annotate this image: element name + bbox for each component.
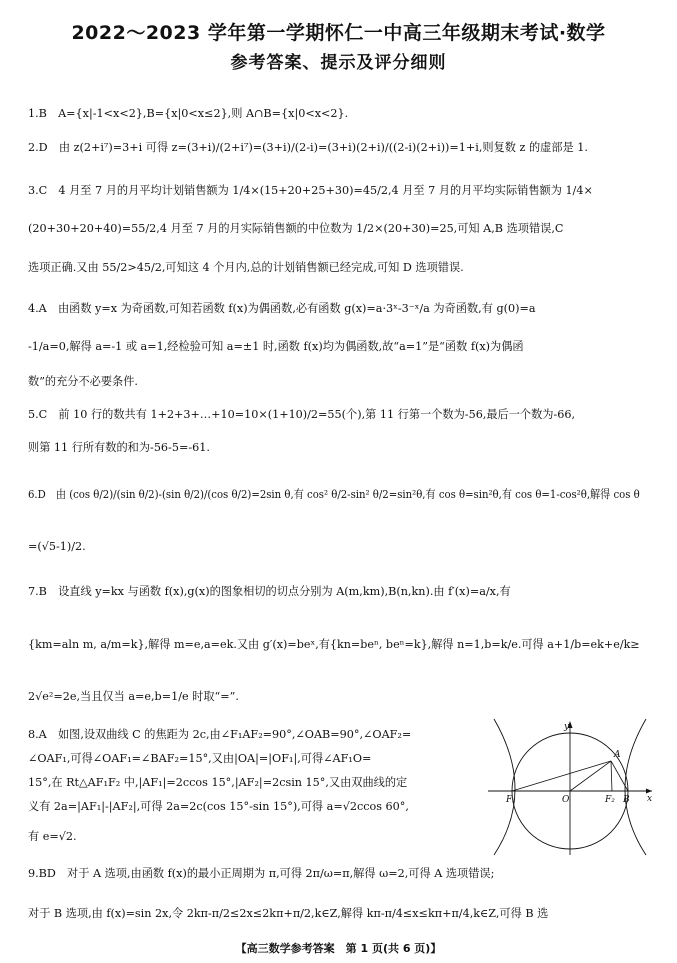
answer-line: {km=aln m, a/m=k},解得 m=e,a=ek.又由 g′(x)=beˣ,有{kn=beⁿ, beⁿ=k},解得 n=1,b=k/e.可得 a+1/b=ek+e/k≥ — [28, 638, 640, 651]
answer-line: 6.D 由 (cos θ/2)/(sin θ/2)-(sin θ/2)/(cos θ/2)=2sin θ,有 cos² θ/2-sin² θ/2=sin²θ,有 cos θ=sin²θ,有 cos θ=1-cos²θ,解得 cos θ — [28, 488, 640, 501]
answer-line: =(√5-1)/2. — [28, 540, 86, 553]
answer-line: 4.A 由函数 y=x 为奇函数,可知若函数 f(x)为偶函数,必有函数 g(x)=a·3ˣ-3⁻ˣ/a 为奇函数,有 g(0)=a — [28, 302, 536, 315]
x-axis-arrow-icon — [646, 789, 652, 794]
segment-F1A — [512, 761, 611, 791]
segment-OA — [570, 761, 611, 791]
label-O: O — [562, 795, 570, 805]
answer-line: 7.B 设直线 y=kx 与函数 f(x),g(x)的图象相切的切点分别为 A(m,km),B(n,kn).由 f′(x)=a/x,有 — [28, 585, 511, 598]
answer-line: 9.BD 对于 A 选项,由函数 f(x)的最小正周期为 π,可得 2π/ω=π,解得 ω=2,可得 A 选项错误; — [28, 867, 495, 880]
answer-line: 15°,在 Rt△AF₁F₂ 中,|AF₁|=2ccos 15°,|AF₂|=2csin 15°,又由双曲线的定 — [28, 776, 408, 789]
answer-line: 2√e²=2e,当且仅当 a=e,b=1/e 时取“=”. — [28, 690, 239, 703]
hyperbola-figure — [486, 717, 656, 857]
label-x: x — [647, 794, 653, 804]
page-subtitle: 参考答案、提示及评分细则 — [230, 53, 447, 73]
answer-line: 选项正确.又由 55/2>45/2,可知这 4 个月内,总的计划销售额已经完成,可知 D 选项错误. — [28, 261, 464, 274]
page-footer: 【高三数学参考答案 第 1 页(共 6 页)】 — [235, 942, 442, 955]
label-B: B — [623, 795, 630, 805]
label-F1: F₁ — [506, 795, 516, 805]
answer-line: 义有 2a=|AF₁|-|AF₂|,可得 2a=2c(cos 15°-sin 15°),可得 a=√2ccos 60°, — [28, 800, 409, 813]
answer-line: 8.A 如图,设双曲线 C 的焦距为 2c,由∠F₁AF₂=90°,∠OAB=90°,∠OAF₂= — [28, 728, 412, 741]
answer-line: 5.C 前 10 行的数共有 1+2+3+…+10=10×(1+10)/2=55(个),第 11 行第一个数为-56,最后一个数为-66, — [28, 408, 576, 421]
answer-line: 数”的充分不必要条件. — [28, 375, 138, 388]
answer-line: (20+30+20+40)=55/2,4 月至 7 月的月实际销售额的中位数为 1/2×(20+30)=25,可知 A,B 选项错误,C — [28, 222, 564, 235]
segment-AF2 — [611, 761, 612, 791]
answer-line: 有 e=√2. — [28, 830, 77, 843]
answer-line: 3.C 4 月至 7 月的月平均计划销售额为 1/4×(15+20+25+30)=45/2,4 月至 7 月的月平均实际销售额为 1/4× — [28, 184, 593, 197]
answer-line: ∠OAF₁,可得∠OAF₁=∠BAF₂=15°,又由|OA|=|OF₁|,可得∠AF₁O= — [28, 752, 372, 765]
label-y: y — [564, 722, 570, 732]
label-A: A — [614, 750, 621, 760]
label-F2: F₂ — [605, 795, 615, 805]
answer-line: 1.B A={x|-1<x<2},B={x|0<x≤2},则 A∩B={x|0<x<2}. — [28, 107, 349, 120]
answer-line: 对于 B 选项,由 f(x)=sin 2x,令 2kπ-π/2≤2x≤2kπ+π/2,k∈Z,解得 kπ-π/4≤x≤kπ+π/4,k∈Z,可得 B 选 — [28, 907, 549, 920]
answer-line: 则第 11 行所有数的和为-56-5=-61. — [28, 441, 210, 454]
answer-line: 2.D 由 z(2+i⁷)=3+i 可得 z=(3+i)/(2+i⁷)=(3+i)/(2-i)=(3+i)(2+i)/((2-i)(2+i))=1+i,则复数 z 的虚部是 1. — [28, 141, 588, 154]
answer-line: -1/a=0,解得 a=-1 或 a=1,经检验可知 a=±1 时,函数 f(x)均为偶函数,故“a=1”是“函数 f(x)为偶函 — [28, 340, 524, 353]
page-title: 2022～2023 学年第一学期怀仁一中高三年级期末考试·数学 — [71, 22, 606, 44]
